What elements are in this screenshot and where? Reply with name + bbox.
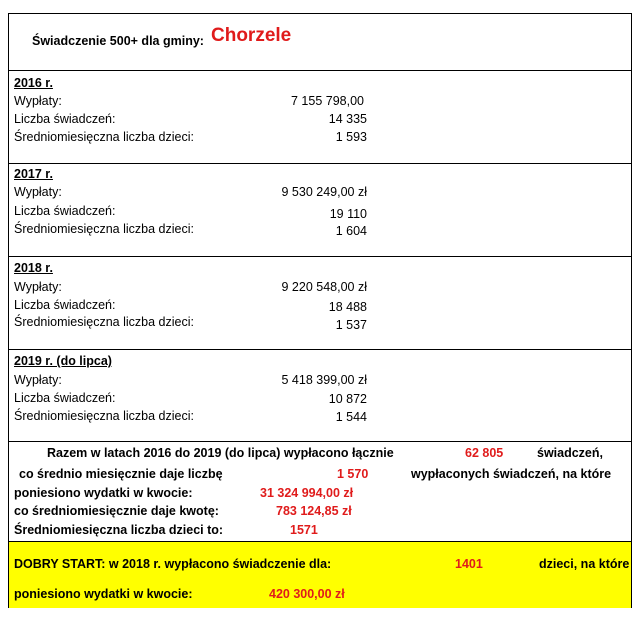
header-label: Świadczenie 500+ dla gminy: xyxy=(32,34,204,48)
gmina-name: Chorzele xyxy=(211,25,292,46)
divider xyxy=(9,349,631,350)
year-title: 2018 r. xyxy=(14,261,53,275)
children-value: 1 593 xyxy=(335,130,367,144)
benefits-value: 18 488 xyxy=(328,300,367,314)
summary-line2: co średnio miesięcznie daje liczbę xyxy=(19,467,223,481)
total-benefits-value: 62 805 xyxy=(465,446,504,460)
divider xyxy=(9,541,631,542)
monthly-benefits-value: 1 570 xyxy=(337,467,369,481)
dobry-start-line2: poniesiono wydatki w kwocie: xyxy=(14,587,193,601)
monthly-amount-value: 783 124,85 zł xyxy=(276,504,352,518)
report-table xyxy=(8,13,632,608)
children-label: Średniomiesięczna liczba dzieci: xyxy=(14,315,194,329)
avg-children-value: 1571 xyxy=(290,523,318,537)
summary-line5: Średniomiesięczna liczba dzieci to: xyxy=(14,523,224,537)
children-label: Średniomiesięczna liczba dzieci: xyxy=(14,222,194,236)
benefits-label: Liczba świadczeń: xyxy=(14,112,116,126)
benefits-label: Liczba świadczeń: xyxy=(14,298,116,312)
benefits-value: 10 872 xyxy=(328,392,367,406)
divider xyxy=(9,441,631,442)
benefits-label: Liczba świadczeń: xyxy=(14,204,116,218)
year-title: 2017 r. xyxy=(14,167,53,181)
summary-line3: poniesiono wydatki w kwocie: xyxy=(14,486,193,500)
summary-line2-suffix: wypłaconych świadczeń, na które xyxy=(411,467,612,481)
payments-label: Wypłaty: xyxy=(14,280,62,294)
dobry-start-count: 1401 xyxy=(455,557,483,571)
payments-label: Wypłaty: xyxy=(14,94,62,108)
dobry-start-line1-suffix: dzieci, na które xyxy=(539,557,630,571)
payments-label: Wypłaty: xyxy=(14,373,62,387)
dobry-start-line1: DOBRY START: w 2018 r. wypłacono świadczenie dla: xyxy=(14,557,332,571)
divider xyxy=(9,256,631,257)
summary-line1-suffix: świadczeń, xyxy=(537,446,603,460)
summary-line4: co średniomiesięcznie daje kwotę: xyxy=(14,504,219,518)
year-title: 2019 r. (do lipca) xyxy=(14,354,112,368)
children-label: Średniomiesięczna liczba dzieci: xyxy=(14,130,194,144)
payments-label: Wypłaty: xyxy=(14,185,62,199)
total-amount-value: 31 324 994,00 zł xyxy=(260,486,354,500)
benefits-value: 14 335 xyxy=(328,112,367,126)
benefits-label: Liczba świadczeń: xyxy=(14,391,116,405)
divider xyxy=(9,70,631,71)
children-value: 1 544 xyxy=(335,410,367,424)
payments-value: 9 530 249,00 zł xyxy=(281,185,367,199)
children-value: 1 537 xyxy=(335,318,367,332)
divider xyxy=(9,163,631,164)
dobry-start-amount: 420 300,00 zł xyxy=(269,587,345,601)
payments-value: 5 418 399,00 zł xyxy=(281,373,367,387)
children-label: Średniomiesięczna liczba dzieci: xyxy=(14,409,194,423)
benefits-value: 19 110 xyxy=(329,207,367,221)
payments-value: 7 155 798,00 xyxy=(291,94,364,108)
payments-value: 9 220 548,00 zł xyxy=(281,280,367,294)
year-title: 2016 r. xyxy=(14,76,53,90)
children-value: 1 604 xyxy=(335,224,367,238)
summary-line1: Razem w latach 2016 do 2019 (do lipca) wypłacono łącznie xyxy=(47,446,394,460)
